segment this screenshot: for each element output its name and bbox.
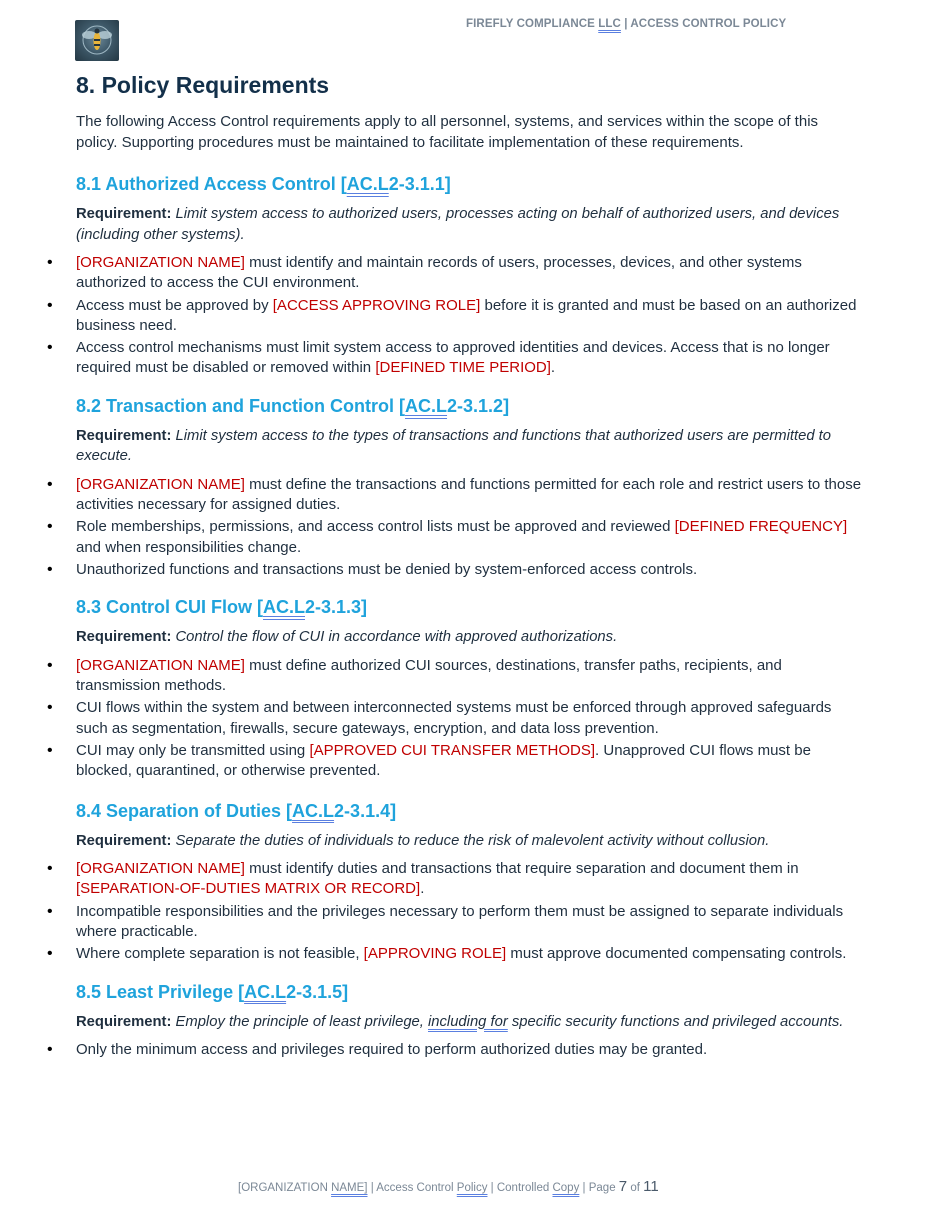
bullet-item	[47, 741, 862, 782]
requirement-bullets	[47, 1040, 862, 1060]
requirement-statement	[76, 831, 862, 852]
placeholder-text: [ORGANIZATION NAME]	[76, 254, 245, 271]
requirement-label: Requirement:	[76, 629, 172, 646]
page-number: 7	[618, 1178, 628, 1195]
subsection-8-2	[47, 394, 862, 580]
footer-doc: Access Control	[376, 1182, 457, 1194]
subsection-title-suffix: 2-3.1.1]	[388, 174, 451, 194]
bullet-item	[47, 296, 862, 337]
subsection-8-1	[47, 172, 862, 379]
subsection-title-text: 8.2 Transaction and Function Control [	[76, 395, 406, 416]
bullet-item	[47, 338, 862, 379]
header-company-llc: LLC	[598, 18, 621, 30]
subsection-8-5	[47, 980, 862, 1061]
subsection-title-suffix: 2-3.1.3]	[305, 597, 368, 618]
bullet-text: before it is granted and must be based on an authorized business need.	[76, 296, 857, 334]
bullet-text: Access must be approved by	[76, 296, 273, 314]
bullet-text: must identify duties and transactions that require separation and document them in	[244, 860, 799, 878]
control-id: AC.L	[405, 395, 448, 416]
bullet-icon: •	[47, 254, 53, 271]
header-company: FIREFLY COMPLIANCE	[466, 18, 599, 30]
page-total: 11	[643, 1178, 659, 1195]
bullet-text: must define the transactions and functions permitted for each role and restrict users to those activities necessary for assigned duties.	[76, 475, 862, 514]
bullet-item	[47, 1040, 862, 1060]
requirement-text: Limit system access to authorized users, processes acting on behalf of authorized users, and devices (including other systems).	[76, 206, 840, 243]
subsection-title-text: 8.5 Least Privilege [	[76, 981, 245, 1002]
bullet-item	[47, 517, 862, 558]
document-body	[47, 70, 862, 1062]
requirement-text: Separate the duties of individuals to reduce the risk of malevolent activity without collusion.	[175, 832, 770, 849]
subsection-title-text: 8.1 Authorized Access Control [	[76, 174, 347, 194]
bullet-icon: •	[47, 339, 53, 357]
footer-controlled: Controlled	[496, 1182, 553, 1194]
bullet-text: Role memberships, permissions, and access control lists must be approved and reviewed	[76, 518, 675, 536]
placeholder-text: [ORGANIZATION NAME]	[76, 475, 245, 493]
bullet-icon: •	[47, 945, 53, 963]
section-title: 8. Policy Requirements	[76, 72, 330, 98]
bullet-icon: •	[47, 475, 53, 493]
bullet-item	[47, 475, 862, 516]
requirement-statement	[76, 1012, 862, 1033]
bullet-item	[47, 253, 862, 294]
placeholder-text: [SEPARATION-OF-DUTIES MATRIX OR RECORD]	[76, 880, 421, 898]
bullet-item	[47, 859, 862, 900]
bullet-text: CUI may only be transmitted using	[76, 741, 310, 759]
control-id: AC.L	[244, 981, 287, 1002]
bullet-item	[47, 698, 862, 739]
bullet-text: CUI flows within the system and between interconnected systems must be enforced through approved safeguards such as segmentation, firewalls, secure gateways, encryption, and data loss prevention.	[76, 699, 832, 737]
requirement-statement	[76, 426, 862, 467]
bullet-text: must approve documented compensating controls.	[506, 945, 847, 963]
requirement-bullets	[47, 859, 862, 964]
subsection-title	[76, 394, 862, 418]
footer-separator: |	[367, 1182, 377, 1194]
subsection-title-suffix: 2-3.1.2]	[447, 395, 510, 416]
requirement-label: Requirement:	[76, 206, 172, 222]
requirement-text: specific security functions and privileged accounts.	[507, 1013, 844, 1030]
placeholder-text: [APPROVED CUI TRANSFER METHODS]	[309, 741, 596, 759]
control-id: AC.L	[292, 800, 335, 821]
control-id: AC.L	[263, 597, 305, 618]
section-intro: The following Access Control requirements apply to all personnel, systems, and services within the scope of this policy. Supporting procedures must be maintained to facilitate implementation of these requirements.	[76, 113, 819, 151]
footer-separator: |	[487, 1182, 497, 1194]
bullet-icon: •	[47, 699, 53, 717]
bullet-text: must identify and maintain records of users, processes, devices, and other systems authorized to access the CUI environment.	[76, 254, 802, 292]
placeholder-text: [DEFINED FREQUENCY]	[674, 518, 848, 536]
bullet-item	[47, 944, 862, 964]
placeholder-text: [APPROVING ROLE]	[363, 945, 507, 963]
requirement-bullets	[47, 475, 862, 580]
control-id: AC.L	[346, 174, 389, 194]
bullet-text: .	[420, 880, 425, 898]
bullet-icon: •	[47, 1041, 53, 1059]
requirement-text: Limit system access to the types of transactions and functions that authorized users are permitted to execute.	[76, 427, 831, 465]
placeholder-text: [DEFINED TIME PERIOD]	[375, 359, 551, 377]
placeholder-text: [ORGANIZATION NAME]	[76, 656, 245, 674]
bullet-icon: •	[47, 518, 53, 536]
bullet-text: Where complete separation is not feasible,	[76, 945, 364, 963]
bullet-icon: •	[47, 296, 53, 314]
subsection-title-suffix: 2-3.1.5]	[286, 981, 349, 1002]
page-of: of	[627, 1182, 644, 1194]
bullet-item	[47, 902, 862, 943]
header-separator: |	[620, 18, 631, 30]
bullet-text: Incompatible responsibilities and the privileges necessary to perform them must be assigned to separate individuals where practicable.	[76, 902, 844, 940]
footer-separator: |	[579, 1182, 589, 1194]
bullet-item	[47, 560, 862, 580]
subsection-8-3	[47, 595, 862, 781]
footer-org: [ORGANIZATION	[238, 1182, 332, 1194]
requirement-label: Requirement:	[76, 1013, 172, 1030]
subsection-title	[76, 172, 862, 196]
bullet-icon: •	[47, 560, 53, 578]
company-logo	[75, 20, 119, 61]
bullet-text: must define authorized CUI sources, destinations, transfer paths, recipients, and transmission methods.	[76, 656, 782, 695]
firefly-emblem-icon	[75, 20, 119, 61]
requirement-statement	[76, 627, 862, 648]
requirement-text: Employ the principle of least privilege,	[175, 1013, 428, 1030]
subsection-8-4	[47, 799, 862, 965]
requirement-bullets	[47, 253, 862, 379]
bullet-icon: •	[47, 860, 53, 878]
bullet-text: Only the minimum access and privileges required to perform authorized duties may be granted.	[76, 1041, 708, 1059]
page-footer	[238, 1178, 659, 1195]
requirement-label: Requirement:	[76, 832, 172, 849]
page-label: Page	[588, 1182, 619, 1194]
footer-copy: Copy	[552, 1182, 580, 1194]
subsection-title	[76, 799, 862, 823]
bullet-text: .	[550, 359, 556, 377]
subsection-title	[76, 980, 862, 1004]
bullet-text: . Unapproved CUI flows must be blocked, quarantined, or otherwise prevented.	[76, 741, 811, 780]
bullet-text: Access control mechanisms must limit system access to approved identities and devices. Access that is no longer required must be disabled or removed within	[76, 339, 830, 377]
page-header	[466, 18, 786, 30]
requirement-bullets	[47, 656, 862, 782]
bullet-item	[47, 656, 862, 697]
subsection-title-text: 8.3 Control CUI Flow [	[76, 597, 263, 618]
footer-doc-policy: Policy	[456, 1182, 488, 1194]
header-doc-title: ACCESS CONTROL POLICY	[630, 18, 787, 30]
placeholder-text: [ACCESS APPROVING ROLE]	[272, 296, 481, 314]
requirement-text-flagged: including for	[428, 1013, 508, 1030]
subsection-title-text: 8.4 Separation of Duties [	[76, 800, 293, 821]
bullet-text: and when responsibilities change.	[76, 538, 302, 556]
subsection-title	[76, 595, 862, 619]
bullet-text: Unauthorized functions and transactions must be denied by system-enforced access controls.	[76, 560, 698, 578]
placeholder-text: [ORGANIZATION NAME]	[76, 860, 245, 878]
requirement-statement	[76, 204, 862, 245]
footer-org-name: NAME]	[331, 1182, 368, 1194]
bullet-icon: •	[47, 741, 53, 759]
bullet-icon: •	[47, 902, 53, 920]
bullet-icon: •	[47, 656, 53, 674]
requirement-text: Control the flow of CUI in accordance with approved authorizations.	[175, 629, 618, 646]
requirement-label: Requirement:	[76, 427, 172, 444]
subsection-title-suffix: 2-3.1.4]	[334, 800, 397, 821]
